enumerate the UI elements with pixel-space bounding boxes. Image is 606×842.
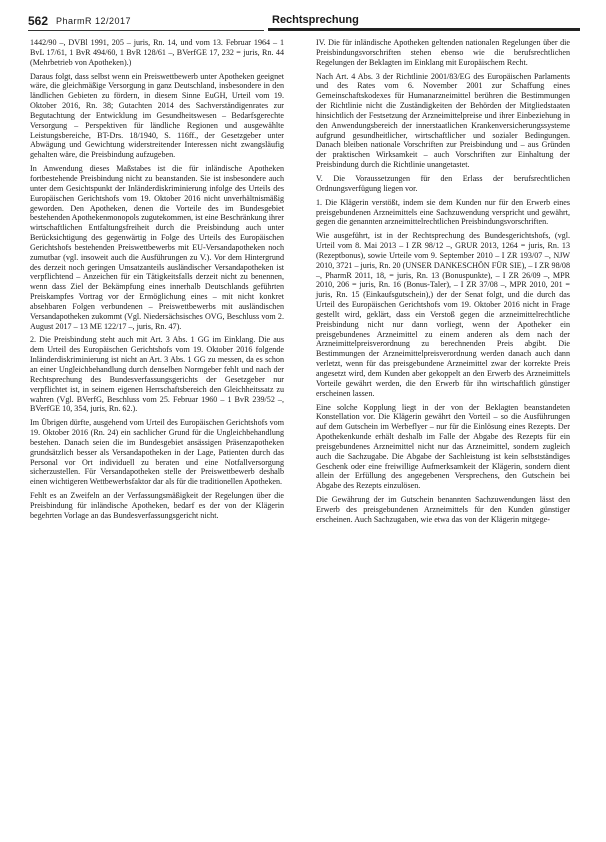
paragraph: 2. Die Preisbindung steht auch mit Art. 3 Abs. 1 GG im Einklang. Die aus dem Urteil des Europäischen Gerichtshofs vom 19. Oktober 2016 folgende Inländerdiskriminierung ist nicht an Art. 3 Abs. 1 GG zu messen, da es schon an einer Ungleichbehandlung durch denselben Normgeber fehlt und nach der Rechtsprechung des Bundesverfassungsgerichts der Gesetzgeber nur verpflichtet ist, in seinem eigenen Herrschaftsbereich den Gleichheitssatz zu wahren (Vgl. BVerfG, Beschluss vom 25. Februar 1960 – 1 BvR 239/52 –, BVerfGE 10, 354, juris, Rn. 62.). (30, 335, 284, 414)
paragraph: 1. Die Klägerin verstößt, indem sie dem Kunden nur für den Erwerb eines preisgebundenen Arzneimittels eine Sachzuwendung verspricht und gewährt, gegen die genannten arzneimittelrechtlichen Preisbindungsvorschriften. (316, 197, 570, 227)
left-text-column (30, 38, 284, 525)
paragraph: Im Übrigen dürfte, ausgehend vom Urteil des Europäischen Gerichtshofs vom 19. Oktober 2016 (Rn. 24) ein sachlicher Grund für die Ungleichbehandlung bestehen. Danach seien die im Bundesgebiet ansässigen Präsenzapotheken grundsätzlich besser als Versandapotheken in der Lage, Patienten durch das Personal vor Ort individuell zu beraten und eine Notfallversorgung sicherzustellen. Für Versandapotheken stelle der Preiswettbewerb deshalb einen wichtigeren Wettbewerbsfaktor dar als für die traditionellen Apotheken. (30, 418, 284, 487)
page-number: 562 (28, 14, 49, 28)
journal-reference: PharmR 12/2017 (56, 16, 132, 26)
paragraph: Fehlt es an Zweifeln an der Verfassungsmäßigkeit der Regelungen über die Preisbindung für inländische Apotheken, bedarf es der von der Klägerin begehrten Vorlage an das Bundesverfassungsgericht nicht. (30, 491, 284, 520)
paragraph: In Anwendung dieses Maßstabes ist die für inländische Apotheken fortbestehende Preisbindung nicht zu beanstanden. Sie ist insbesondere auch unter dem Gesichtspunkt der Inländerdiskriminierung infolge des Urteils des Europäischen Gerichtshofs vom 19. Oktober 2016 nicht unverhältnismäßig geworden. Den Apotheken, denen die Vorteile des im Bundesgebiet bestehenden Apothekenmonopols zugutekommen, ist eine Beschränkung ihrer wirtschaftlichen Entfaltungsfreiheit durch die Preisbindung auch unter Berücksichtigung des gegenwärtig in Folge des Urteils des Europäischen Gerichtshofs bestehenden Preiswettbewerbs mit EU-Versandapotheken noch zumutbar (vgl. insoweit auch die Ausführungen zu V.). Vor dem Hintergrund des derzeit noch geringen Umsatzanteils ausländischer Versandapotheken ist verpflichtend – Anzeichen für ein Tätigkeitsfalls derzeit nicht zu benennen, wenn dass Ziel der Bekämpfung eines innerhalb Deutschlands geführten Preiskampfes Vortrag vor der Ermöglichung eines – mit nicht konkret absehbaren Folgen verbundenen – Preiswettbewerbs mit ausländischen Versandapotheken zukommt (Vgl. Niedersächsisches OVG, Beschluss vom 2. August 2017 – 13 ME 122/17 –, juris, Rn. 47). (30, 164, 284, 331)
section-title: Rechtsprechung (272, 14, 359, 26)
paragraph: 1442/90 –, DVBl 1991, 205 – juris, Rn. 14, und vom 13. Februar 1964 – 1 BvL 17/61, 1 BvR 494/60, 1 BvR 128/61 –, BVerfGE 17, 232 = juris, Rn. 44 (Mehrbetrieb von Apotheken).) (30, 38, 284, 67)
paragraph: Die Gewährung der im Gutschein benannten Sachzuwendungen lässt den Erwerb des preisgebundenen Arzneimittels für den Kunden günstiger erscheinen. Auch Sachzugaben, wie etwa das von der Klägerin mitgege- (316, 495, 570, 524)
paragraph: Wie ausgeführt, ist in der Rechtsprechung des Bundesgerichtshofs, (vgl. Urteil vom 8. Mai 2013 – I ZR 98/12 –, GRUR 2013, 1264 = juris, Rn. 13 (Rezeptbonus), sowie Urteile vom 9. September 2010 – I ZR 193/07 –, NJW 2010, 3721 – juris, Rn. 20 (UNSER DANKESCHÖN FÜR SIE), – I ZR 98/08 –, PharmR 2011, 18, = juris, Rn. 13 (Bonuspunkte), – I ZR 26/09 –, MPR 2010, 206 = juris, Rn. 16 (Bonus-Taler), – I ZR 37/08 –, MPR 2010, 201 = juris, Rn. 15 (Einkaufsgutschein),) der der Senat folgt, und die durch das Urteil des Europäischen Gerichtshofs vom 19. Oktober 2016 nicht in Frage gestellt wird, geklärt, dass ein Verstoß gegen die arzneimittelrechtliche Preisbindung nicht nur dann vorliegt, wenn der Apotheker ein preisgebundenes Arzneimittel zu einem anderen als dem nach der Arzneimittelpreisverordnung zu berechnenden Preis abgibt. Die Bestimmungen der Arzneimittelpreisverordnung werden danach auch dann verletzt, wenn für das preisgebundene Arzneimittel zwar der korrekte Preis angesetzt wird, dem Kunden aber gekoppelt an den Erwerb des Arzneimittels Vorteile gewährt werden, die den Erwerb für ihn wirtschaftlich günstiger erscheinen lassen. (316, 231, 570, 398)
paragraph: Nach Art. 4 Abs. 3 der Richtlinie 2001/83/EG des Europäischen Parlaments und des Rates vom 6. November 2001 zur Schaffung eines Gemeinschaftskodexes für Humanarzneimittel berühren die Bestimmungen der Richtlinie nicht die Zuständigkeiten der Behörden der Mitgliedstaaten hinsichtlich der Festsetzung der Arzneimittelpreise und ihrer Einbeziehung in den Anwendungsbereich der innerstaatlichen Krankenversicherungssysteme aufgrund gesundheitlicher, wirtschaftlicher und sozialer Bedingungen. Danach bleiben nationale Vorschriften zur Preisbindung und – aus Gründen der praktischen Wirksamkeit – auch Vorschriften zur Einhaltung der Preisbindung durch die Richtlinie unangetastet. (316, 71, 570, 170)
header-rule-thin (28, 30, 264, 31)
paragraph: Eine solche Kopplung liegt in der von der Beklagten beanstandeten Konstellation vor. Die Klägerin gewährt den Vorteil – so die Ausführungen auf dem Gutschein im Werbeflyer – nur für die Einlösung eines Rezepts. Der Apothekenkunde erhält deshalb im Falle der Abgabe des Rezepts für ein preisgebundenes Arzneimittel nicht nur das Arzneimittel, sondern zugleich auch die Sachzugabe. Die Abgabe der Sachleistung ist kein selbstständiges Geschenk oder eine freiwillige Aufmerksamkeit der Klägerin, sondern dient allein der Erfüllung des angegebenen Versprechens, den Gutschein bei Abgabe des Rezepts einzulösen. (316, 402, 570, 491)
paragraph: IV. Die für inländische Apotheken geltenden nationalen Regelungen über die Preisbindungsvorschriften stehen ebenso wie die berufsrechtlichen Regelungen der Beklagten im Einklang mit Europäischem Recht. (316, 38, 570, 67)
header-rule-thick (268, 28, 580, 31)
right-text-column (316, 38, 570, 529)
paragraph: Daraus folgt, dass selbst wenn ein Preiswettbewerb unter Apotheken geeignet wäre, die gleichmäßige Versorgung in ganz Deutschland, insbesondere in den ländlichen Gebieten zu fördern, in diesem Sinne EuGH, Urteil vom 19. Oktober 2016, Rn. 38; Gutachten 2014 des Sachverständigenrates zur Begutachtung der Entwicklung im Gesundheitswesen – Bedarfsgerechte Versorgung – Perspektiven für ländliche Regionen und ausgewählte Leistungsbereiche, BT-Drs. 18/1940, S. 116ff., der Gesetzgeber unter Abwägung und Gewichtung widerstreitender Interessen nicht zwangsläufig gehalten wäre, die Preisbindung aufzugeben. (30, 71, 284, 160)
paragraph: V. Die Voraussetzungen für den Erlass der berufsrechtlichen Ordnungsverfügung liegen vor. (316, 173, 570, 193)
